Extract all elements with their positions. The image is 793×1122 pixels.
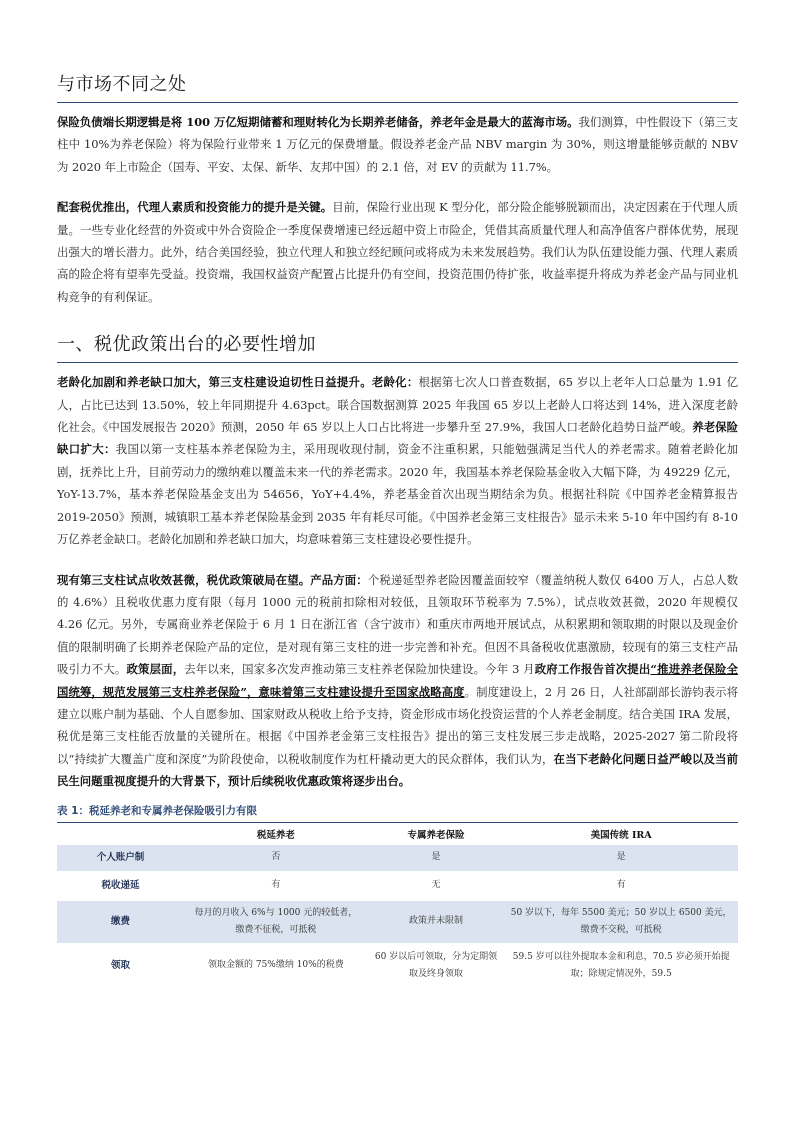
table-cell: 无: [431, 880, 441, 891]
comparison-table: [57, 823, 738, 989]
paragraph-text: 个税递延型养老险因覆盖面较窄（覆盖纳税人数仅 6400 万人，占总人数的 4.6%）且税收优惠力度有限（每月 1000 元的税前扣除相对较低，且领取环节税率为 7.5%），试点收效甚微，2020 年规模仅 4.26 亿元。另外，专属商业养老保险于 6 月 1 日在浙江省（含宁波市）和重庆市两地开展试点，从积累期和领取期的时限以及现金价值的限制明确了长期养老保险产品的定位，是对现有第三支柱的进一步完善和补充。但因不具备税收优惠激励，较现有的第三支柱产品吸引力不大。: [57, 572, 738, 677]
report-page: [57, 70, 738, 989]
table-header-us-ira: 美国传统 IRA: [504, 823, 738, 845]
table-row: [57, 845, 738, 871]
table-cell: 领取金额的 75%缴纳 10%的税费: [207, 960, 344, 971]
table-cell: 否: [184, 845, 368, 871]
underlined-emphasis: “推进养老保险全国统筹，规范发展第三支柱养老保险”，意味着第三支柱建设提升至国家战略高度: [57, 662, 738, 699]
bold-lead: 老龄化加剧和养老缺口加大，第三支柱建设迫切性日益提升。老龄化：: [57, 375, 419, 390]
row-label: 个人账户制: [57, 845, 184, 871]
paragraph-text: 我国以第一支柱基本养老保险为主，采用现收现付制，资金不注重积累，只能勉强满足当代人的养老需求。随着老龄化加剧，抚养比上升，目前劳动力的缴纳难以覆盖未来一代的养老需求。2020 年，我国基本养老保险基金收入大幅下降，为 49229 亿元，YoY-13.7%，基本养老保险基金支出为 54656，YoY+4.4%，养老基金首次出现当期结余为负。根据社科院《中国养老金精算报告 2019-2050》预测，城镇职工基本养老保险基金到 2035 年有耗尽可能。《中国养老金第三支柱报告》显示未来 5-10 年中国约有 8-10 万亿养老金缺口。老龄化加剧和养老缺口加大，均意味着第三支柱建设必要性提升。: [57, 442, 738, 547]
table-row: [57, 871, 738, 901]
table-cell: 有: [271, 880, 281, 891]
bold-lead: 现有第三支柱试点收效甚微，税优政策破局在望。产品方面：: [57, 572, 368, 587]
section-title-tax-necessity: 一、税优政策出台的必要性增加: [57, 330, 738, 363]
row-label: 税收递延: [101, 880, 140, 892]
row-label: 缴费: [57, 901, 184, 943]
row-label: 领取: [110, 960, 130, 972]
paragraph-aging: [57, 371, 738, 550]
paragraph-text: 目前，保险行业出现 K 型分化，部分险企能够脱颖而出，决定因素在于代理人质量。一些专业化经营的外资或中外合资险企一季度保费增速已经远超中资上市险企，凭借其高质量代理人和高净值客户群体优势，展现出强大的增长潜力。此外，结合美国经验，独立代理人和独立经纪顾问或将成为未来发展趋势。我们认为队伍建设能力强、代理人素质高的险企将有望率先受益。投资端，我国权益资产配置占比提升仍有空间，投资范围仍待扩张，收益率提升将成为养老金产品与同业机构竞争的有利保证。: [57, 200, 738, 304]
table-header-exclusive-pension: 专属养老保险: [368, 823, 505, 845]
table-cell: 60 岁以后可领取，分为定期领取及终身领取: [374, 951, 498, 979]
bold-lead: 配套税优推出，代理人素质和投资能力的提升是关键。: [57, 200, 333, 215]
bold-conclusion: 在当下老龄化问题日益严峻以及当前民生问题重视度提升的大背景下，预计后续税收优惠政策将逐步出台。: [57, 751, 738, 789]
table-cell: 是: [368, 845, 505, 871]
table-title: 表 1：税延养老和专属养老保险吸引力有限: [57, 803, 738, 823]
table-cell: 是: [504, 845, 738, 871]
bold-subhead: 养老保险缺口扩大：: [57, 420, 738, 457]
table-cell: 50 岁以下，每年 5500 美元；50 岁以上 6500 美元，缴费不交税，可抵税: [504, 901, 738, 943]
paragraph-third-pillar: [57, 569, 738, 793]
paragraph-text: 去年以来，国家多次发声推动第三支柱养老保险加快建设。今年 3 月: [184, 662, 535, 677]
table-cell: 59.5 岁可以往外提取本金和利息，70.5 岁必须开始提取；除规定情况外，59.5: [512, 951, 730, 979]
table-header-empty: [57, 823, 184, 845]
table-row: [57, 943, 738, 989]
bold-subhead: 政策层面，: [126, 662, 185, 677]
paragraph-tax-policy: [57, 196, 738, 308]
table-cell: 有: [616, 880, 626, 891]
paragraph-text: 。制度建设上，2 月 26 日，人社部副部长游钧表示将建立以账户制为基础、个人自愿参加、国家财政从税收上给予支持，资金形成市场化投资运营的个人养老金制度。结合美国 IRA 发展，税优是第三支柱能否放量的关键所在。根据《中国养老金第三支柱报告》提出的第三支柱发展三步走战略，2025-2027 第二阶段将以“持续扩大覆盖广度和深度”为阶段使命，以税收制度作为杠杆撬动更大的民众群体，我们认为，: [57, 684, 738, 766]
paragraph-text: 我们测算，中性假设下（第三支柱中 10%为养老保险）将为保险行业带来 1 万亿元的保费增量。假设养老金产品 NBV margin 为 30%，则这增量能够贡献的 NBV 为 2020 年上市险企（国寿、平安、太保、新华、友邦中国）的 2.1 倍，对 EV 的贡献为 11.7%。: [57, 115, 738, 174]
bold-subhead: 政府工作报告首次提出: [534, 662, 651, 677]
bold-lead: 保险负债端长期逻辑是将 100 万亿短期储蓄和理财转化为长期养老储备，养老年金是最大的蓝海市场。: [57, 115, 579, 129]
paragraph-text: 根据第七次人口普查数据，65 岁以上老年人口总量为 1.91 亿人，占比已达到 13.50%，较上年同期提升 4.63pct。联合国数据测算 2025 年我国 65 岁以上老龄人口将达到 14%，进入深度老龄化社会。《中国发展报告 2020》预测，2050 年 65 岁以上人口占比将进一步攀升至 27.9%，我国人口老龄化趋势日益严峻。: [57, 375, 738, 435]
section-title-differences: 与市场不同之处: [57, 70, 738, 103]
table-row: [57, 901, 738, 943]
table-header-tax-deferred: 税延养老: [184, 823, 368, 845]
table-cell: 每月的月收入 6%与 1000 元的较低者，缴费不征税，可抵税: [184, 901, 368, 943]
paragraph-pension-market: [57, 111, 738, 178]
table-cell: 政策并未限制: [368, 901, 505, 943]
